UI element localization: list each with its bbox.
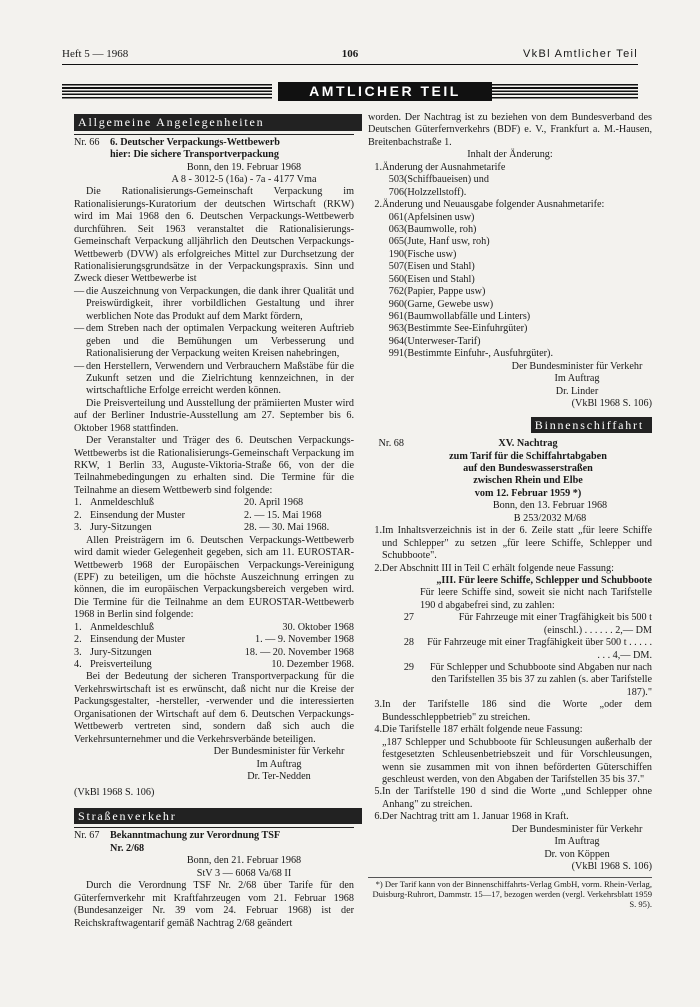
notice-title: Bekanntmachung zur Verordnung TSF (110, 830, 281, 842)
list-item: 6. Der Nachtrag tritt am 1. Januar 1968 in Kraft. (374, 811, 569, 823)
paragraph: Für leere Schiffe sind, soweit sie nicht nach Tarifstelle 190 d abgabefrei sind, zu zahlen: (420, 587, 652, 611)
signature-line: Im Auftrag (554, 373, 600, 385)
notice-title-line: zwischen Rhein und Elbe (473, 475, 583, 487)
list-item: 4. Die Tarifstelle 187 erhält folgende neue Fassung: (374, 724, 583, 736)
notice-title: XV. Nachtrag (498, 438, 558, 450)
quoted-provision: „187 Schlepper und Schubboote für Schleusungen außerhalb der festgesetzten Schleusenbetriebszeit und für Vorschleusungen, wenn sie zusammen mit von ihnen beförderten Güterschiffen geschleust werden, von den Abgaben der Tarifstellen 35 bis 37." (382, 736, 652, 785)
notice-reference: B 253/2032 M/68 (513, 512, 587, 524)
tariff-item: 28 Für Fahrzeuge mit einer Tragfähigkeit über 500 t . . . . . . . . 4,— DM. (403, 637, 652, 661)
schedule-row: 1. Anmeldeschluß 20. April 1968 (74, 497, 304, 509)
tariff-row: 964 (Unterweser-Tarif) (388, 335, 481, 347)
signature-block (368, 361, 652, 398)
page-number: 106 (341, 48, 359, 60)
signature-name: Dr. Linder (555, 385, 599, 397)
paragraph: Durch die Verordnung TSF Nr. 2/68 über Tarife für den Güterfernverkehr mit Kraftfahrzeugen vom 21. Februar 1968 (Bundesanzeiger Nr. 39 vom 24. Februar 1968) ist der Reichskraftwagentarif gemäß Nachtrag 2/68 geändert (74, 880, 354, 929)
bullet-item: — die Auszeichnung von Verpackungen, die dank ihrer Qualität und Preiswürdigkeit, ihrer vorbildlichen Gestaltung und ihrer werblichen Note das Produkt auf dem Markt fördern, (74, 285, 354, 322)
signature-line: Der Bundesminister für Verkehr (511, 360, 643, 372)
tariff-row: 991 (Bestimmte Einfuhr-, Ausfuhrgüter). (388, 348, 553, 360)
paragraph: Allen Preisträgern im 6. Deutschen Verpackungs-Wettbewerb wird damit wieder Gelegenheit gegeben, sich am 11. EUROSTAR-Wettbewerb 1968 der Europäischen Verpackungs-Vereinigung (EPF) zu beteiligen, um die höchste Auszeichnung erringen zu können, die im europäischen Verpackungsbereich vergeben wird. Die Termine für die Teilnahme an dem EUROSTAR-Wettbewerb 1968 in Berlin sind folgende: (74, 534, 354, 621)
signature-block (74, 746, 354, 783)
tariff-row: 063 (Baumwolle, roh) (388, 223, 477, 235)
notice-title-line: auf den Bundeswasserstraßen (463, 463, 593, 474)
schedule-row: 3. Jury-Sitzungen 28. — 30. Mai 1968. (74, 522, 330, 534)
list-item: 1. Änderung der Ausnahmetarife (374, 161, 506, 173)
notice-title: 6. Deutscher Verpackungs-Wettbewerb (110, 136, 280, 148)
subheading: Inhalt der Änderung: (467, 149, 553, 161)
signature-block (368, 824, 652, 861)
notice-subtitle: Nr. 2/68 (110, 842, 145, 854)
paragraph: Die Rationalisierungs-Gemeinschaft Verpackung im Rationalisierungs-Kuratorium der deutschen Wirtschaft (RKW) wird im Mai 1968 den 6. Deutschen Verpackungs-Wettbewerb durchführen. Seit 1963 veranstaltet die Rationalisierungs-Gemeinschaft Verpackung alljährlich den Deutschen Verpackungs-Wettbewerb (DVW) als erfolgreiches Mittel zur Durchsetzung der Rationalisierungsgrundsätze in der Verpackungspraxis. Sinn und Zweck dieser Wettbewerbe ist (74, 186, 354, 285)
tariff-row: 961 (Baumwollabfälle und Linters) (388, 311, 531, 322)
paragraph: Die Preisverteilung und Ausstellung der prämiierten Muster wird auf der Berliner Industrie-Ausstellung am 27. September bis 6. Oktober 1968 stattfinden. (74, 397, 354, 434)
paragraph: Der Veranstalter und Träger des 6. Deutschen Verpackungs-Wettbewerbs ist die Rationalisierungs-Gemeinschaft Verpackung im RKW, 1 Berlin 33, Auguste-Viktoria-Straße 66, von der die Teilnahmebedingungen zu erhalten sind. Die Termine für die Teilnahme an diesem Wettbewerb sind folgende: (74, 435, 354, 496)
citation-reference: (VkBl 1968 S. 106) (571, 861, 652, 872)
journal-section: VkBl Amtlicher Teil (523, 48, 638, 60)
schedule-row: 4. Preisverteilung 10. Dezember 1968. (74, 659, 354, 670)
schedule-table-eurostar (74, 622, 354, 672)
citation-reference: (VkBl 1968 S. 106) (74, 787, 155, 799)
list-item: 1. Im Inhaltsverzeichnis ist in der 6. Zeile statt „für leere Schiffe und Schlepper" zu setzen „für leere Schiffe, Schlepper und Schubboote". (374, 525, 652, 562)
banner-stripes-left (62, 84, 272, 99)
paragraph: worden. Der Nachtrag ist zu beziehen von dem Bundesverband des Deutschen Güterfernverkehrs (BDF) e. V., Frankfurt a. M.-Hausen, Breitenbachstraße 1. (368, 112, 652, 148)
bullet-text: dem Streben nach der optimalen Verpackung weiteren Auftrieb geben und die Bemühungen um Verbesserung und Rationalisierung der Verpackung weiten Kreisen nahebringen, (86, 323, 354, 360)
tariff-row: 706 (Holzzellstoff). (388, 186, 467, 198)
notice-title-line: zum Tarif für die Schiffahrtabgaben (449, 450, 607, 462)
schedule-row: 2. Einsendung der Muster 1. — 9. November 1968 (74, 634, 354, 646)
signature-line: Im Auftrag (256, 758, 302, 770)
signature-line: Im Auftrag (554, 836, 600, 848)
notice-subtitle: hier: Die sichere Transportverpackung (110, 149, 279, 161)
notice-number: Nr. 68 (378, 438, 404, 450)
list-item: 5. In der Tarifstelle 190 d sind die Worte „und Schlepper ohne Anhang" zu streichen. (374, 786, 652, 810)
list-item: 2. Der Abschnitt III in Teil C erhält folgende neue Fassung: (374, 562, 614, 574)
tariff-row: 560 (Eisen und Stahl) (388, 273, 475, 285)
banner-title: AMTLICHER TEIL (278, 82, 492, 101)
notice-date: Bonn, den 13. Februar 1968 (492, 500, 608, 512)
signature-name: Dr. Ter-Nedden (247, 770, 311, 782)
notice-68-heading (368, 438, 652, 450)
notice-date: Bonn, den 21. Februar 1968 (186, 855, 302, 867)
paragraph: Bei der Bedeutung der sicheren Transportverpackung für die Verkehrswirtschaft ist es erwünscht, daß nicht nur die Kreise der Packungsgestalter, -hersteller, -verwender und die interessierten Organisationen der Wirtschaft auf dem 6. Deutschen Verpackungs-Wettbewerb vertreten sind, sondern daß sich auch die Verkehrsunternehmer und die Verkehrsverbände beteiligen. (74, 671, 354, 745)
list-item: 3. In der Tarifstelle 186 sind die Worte „oder dem Bundesschleppbetrieb" zu streichen. (374, 699, 652, 723)
tariff-row: 507 (Eisen und Stahl) (388, 261, 475, 273)
section-heading-general: Allgemeine Angelegenheiten (74, 114, 362, 131)
notice-date: Bonn, den 19. Februar 1968 (186, 161, 302, 173)
notice-number: Nr. 66 (74, 136, 100, 148)
footnote: *) Der Tarif kann von der Binnenschiffahrts-Verlag GmbH, vorm. Rhein-Verlag, Duisburg-Ruhrort, Dammstr. 15—17, bezogen werden (vergl. Verkehrsblatt 1959 S. 95). (368, 877, 652, 910)
schedule-table-dvw (74, 497, 354, 534)
section-iii-title: „III. Für leere Schiffe, Schlepper und Schubboote (436, 574, 652, 586)
notice-title-line: vom 12. Februar 1959 *) (474, 487, 582, 499)
issue-number: Heft 5 — 1968 (62, 48, 129, 60)
tariff-list-1 (368, 174, 652, 199)
header-rule (62, 64, 638, 65)
signature-name: Dr. von Köppen (544, 848, 610, 860)
page-header (62, 48, 638, 64)
bullet-item: — den Herstellern, Verwendern und Verbrauchern Maßstäbe für die Zukunft setzen und die Zielrichtung kennzeichnen, in der wirtschaftliche Erfolge erreicht werden können. (74, 360, 354, 397)
tariff-row: 963 (Bestimmte See-Einfuhrgüter) (388, 323, 528, 335)
notice-number: Nr. 67 (74, 830, 100, 842)
tariff-row: 065 (Jute, Hanf usw, roh) (388, 236, 490, 248)
tariff-item: 29 Für Schlepper und Schubboote sind Abgaben nur nach den Tarifstellen 35 bis 37 zu zahlen (s. aber Tarifstelle 187)." (403, 662, 652, 698)
notice-reference: A 8 - 3012-5 (16a) - 7a - 4177 Vma (171, 173, 317, 185)
signature-line: Der Bundesminister für Verkehr (511, 823, 643, 835)
tariff-row: 190 (Fische usw) (388, 248, 457, 260)
left-column (74, 114, 354, 930)
list-item: 2. Änderung und Neuausgabe folgender Ausnahmetarife: (374, 199, 605, 211)
section-banner (62, 82, 638, 101)
banner-stripes-right (490, 84, 638, 99)
tariff-item: 27 Für Fahrzeuge mit einer Tragfähigkeit bis 500 t (einschl.) . . . . . . 2,— DM (403, 612, 652, 636)
schedule-row: 2. Einsendung der Muster 2. — 15. Mai 1968 (74, 509, 322, 521)
bullet-text: den Herstellern, Verwendern und Verbrauchern Maßstäbe für die Zukunft setzen und die Zielrichtung kennzeichnen, in der wirtschaftliche Erfolge erreicht werden können. (86, 360, 354, 397)
notice-66-heading (74, 137, 354, 149)
citation-reference: (VkBl 1968 S. 106) (571, 398, 652, 410)
tariff-row: 503 (Schiffbaueisen) und (388, 174, 489, 186)
bullet-item: — dem Streben nach der optimalen Verpackung weiteren Auftrieb geben und die Bemühungen um Verbesserung und Rationalisierung der Verpackung weiten Kreisen nahebringen, (74, 323, 354, 360)
tariff-row: 061 (Apfelsinen usw) (388, 211, 475, 223)
notice-reference: StV 3 — 6068 Va/68 II (196, 867, 292, 879)
tariff-list-2 (368, 212, 652, 361)
notice-67-heading (74, 830, 354, 842)
right-column (368, 112, 652, 910)
bullet-text: die Auszeichnung von Verpackungen, die dank ihrer Qualität und Preiswürdigkeit, ihrer vorbildlichen Gestaltung und ihrer werblichen Note das Produkt auf dem Markt fördern, (86, 285, 354, 322)
section-heading-road: Straßenverkehr (74, 808, 362, 825)
tariff-row: 762 (Papier, Pappe usw) (388, 286, 486, 298)
section-heading-inland-shipping: Binnenschiffahrt (531, 417, 652, 434)
tariff-row: 960 (Garne, Gewebe usw) (388, 298, 494, 310)
signature-line: Der Bundesminister für Verkehr (213, 746, 345, 758)
schedule-row: 3. Jury-Sitzungen 18. — 20. November 1968 (74, 646, 354, 658)
schedule-row: 1. Anmeldeschluß 30. Oktober 1968 (74, 621, 354, 633)
